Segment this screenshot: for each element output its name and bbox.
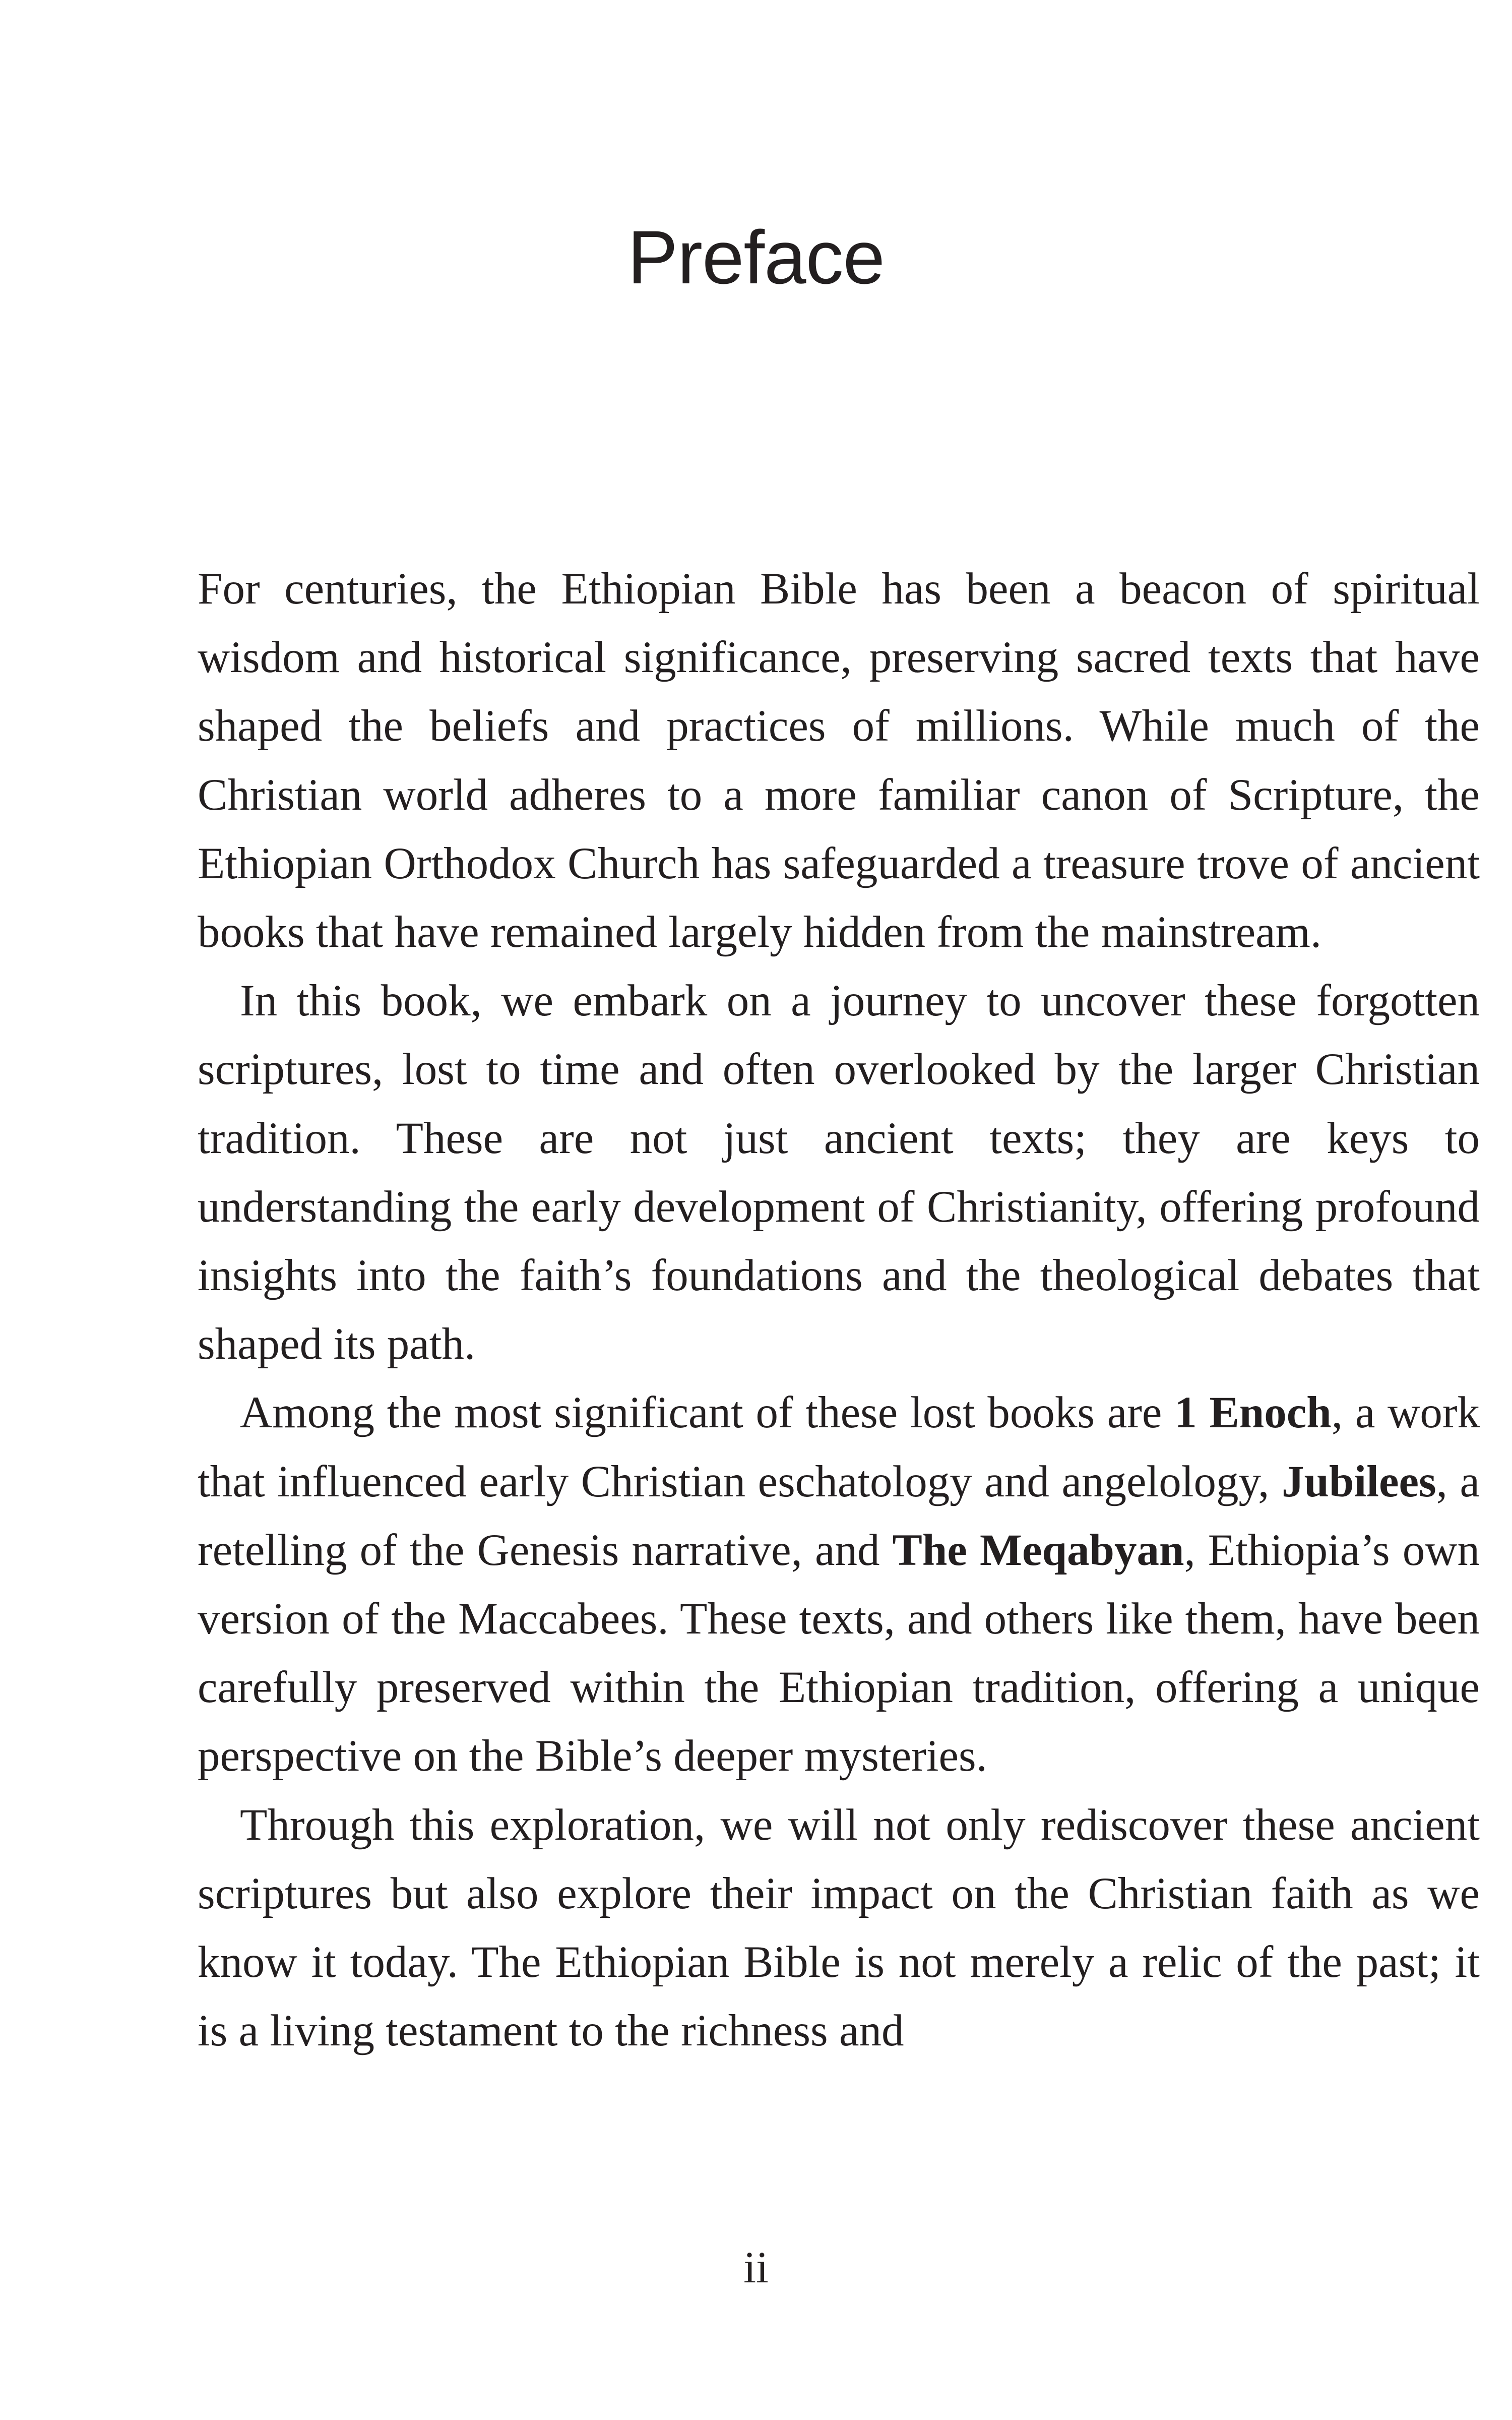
text-segment: Among the most significant of these lost books are [240, 1388, 1175, 1438]
preface-body [198, 555, 1480, 2065]
book-title-jubilees: Jubilees [1282, 1457, 1436, 1506]
chapter-title: Preface [627, 215, 885, 299]
book-title-1-enoch: 1 Enoch [1174, 1388, 1332, 1438]
book-title-meqabyan: The Meqabyan [892, 1525, 1184, 1575]
paragraph-1: For centuries, the Ethiopian Bible has been a beacon of spiritual wisdom and historical significance, preserving sacred texts that have shaped the beliefs and practices of millions. While much of the Christian world adheres to a more familiar canon of Scripture, the Ethiopian Orthodox Church has safeguarded a treasure trove of ancient books that have remained largely hidden from the mainstream. [198, 564, 1480, 957]
text-segment: , a work that influenced early Christian eschatology and angelology, [198, 1388, 1480, 1506]
paragraph-2: In this book, we embark on a journey to uncover these forgotten scriptures, lost to time and often overlooked by the larger Christian tradition. These are not just ancient texts; they are keys to understanding the early development of Christianity, offering profound insights into the faith’s foundations and the theological debates that shaped its path. [198, 976, 1480, 1369]
paragraph-3 [198, 1378, 1480, 1790]
text-segment: , Ethiopia’s own version of the Maccabees. These texts, and others like them, have been carefully preserved within the Ethiopian tradition, offering a unique perspective on the Bible’s deeper mysteries. [198, 1525, 1480, 1781]
paragraph-4: Through this exploration, we will not only rediscover these ancient scriptures but also explore their impact on the Christian faith as we know it today. The Ethiopian Bible is not merely a relic of the past; it is a living testament to the richness and [198, 1800, 1480, 2056]
page-number: ii [743, 2243, 769, 2292]
text-segment: , a retelling of the Genesis narrative, and [198, 1457, 1480, 1575]
